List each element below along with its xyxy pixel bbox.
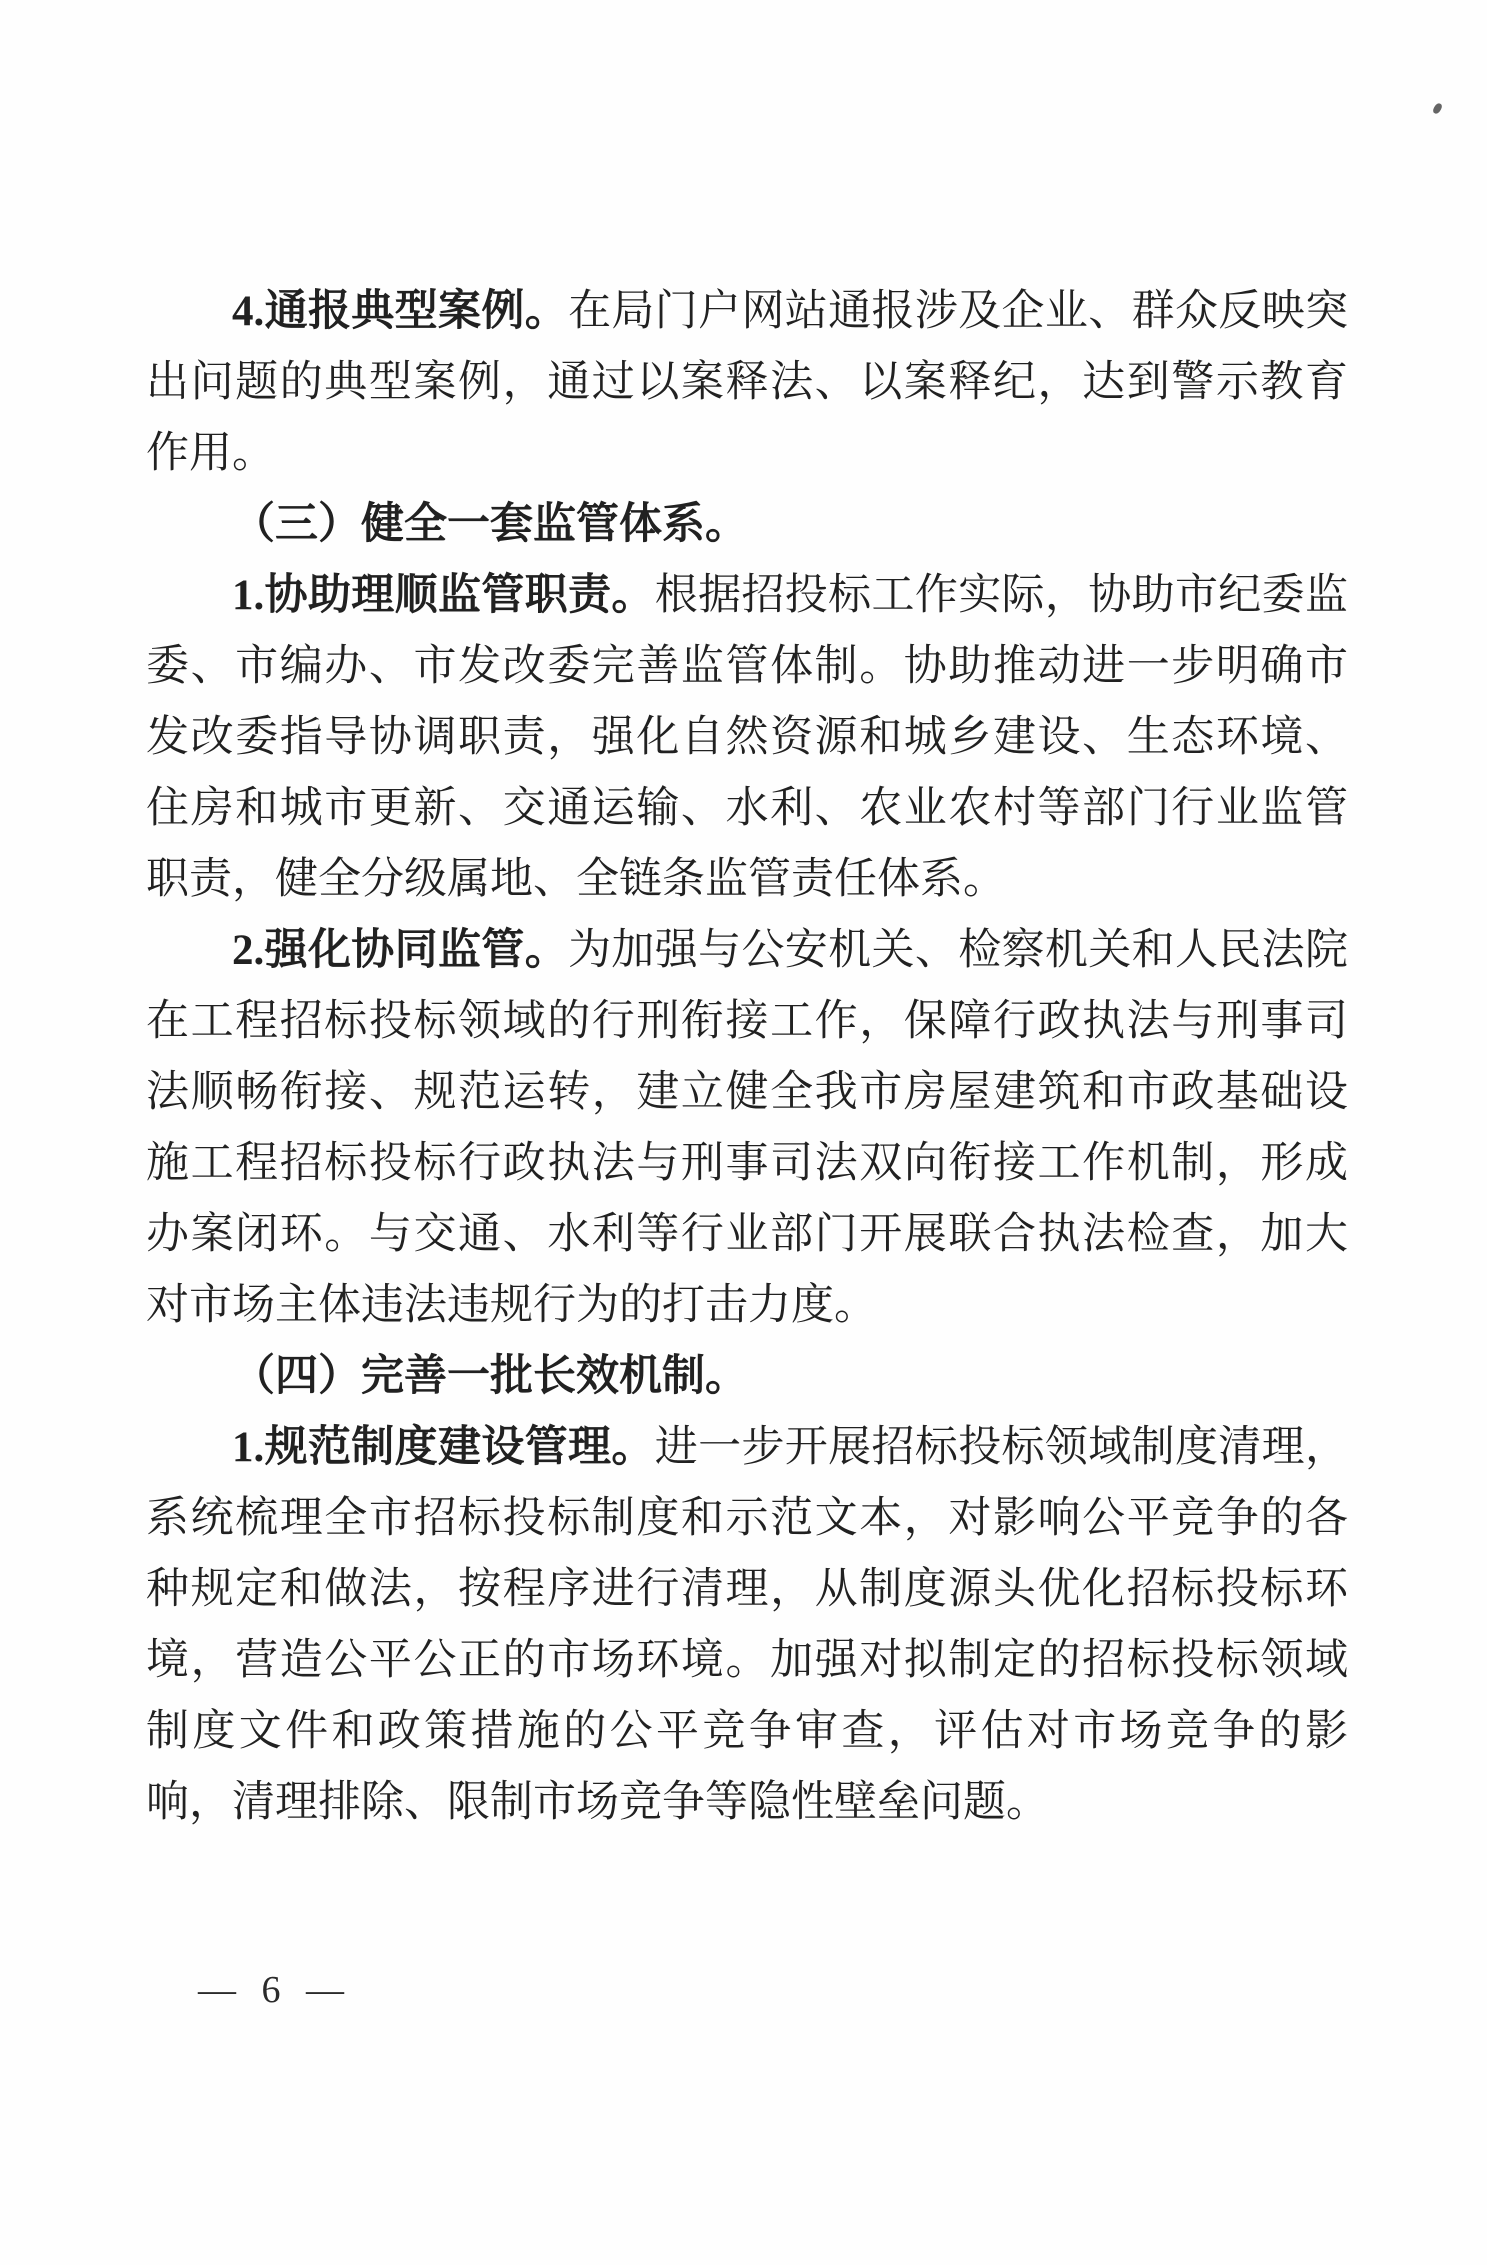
paragraph-lead: 2.强化协同监管。 [232,927,569,974]
paragraph-lead: 1.协助理顺监管职责。 [232,572,655,619]
paragraph-text: 进一步开展招标投标领域制度清理，系统梳理全市招标投标制度和示范文本，对影响公平竞争的各种规定和做法，按程序进行清理，从制度源头优化招标投标环境，营造公平公正的市场环境。加强对拟制定的招标投标领域制度文件和政策措施的公平竞争审查，评估对市场竞争的影响，清理排除、限制市场竞争等隐性壁垒问题。 [146,1424,1348,1826]
section-heading: （三）健全一套监管体系。 [232,501,748,548]
paragraph-text: 为加强与公安机关、检察机关和人民法院在工程招标投标领域的行刑衔接工作，保障行政执法与刑事司法顺畅衔接、规范运转，建立健全我市房屋建筑和市政基础设施工程招标投标行政执法与刑事司法双向衔接工作机制，形成办案闭环。与交通、水利等行业部门开展联合执法检查，加大对市场主体违法违规行为的打击力度。 [146,927,1349,1329]
section-heading: （四）完善一批长效机制。 [232,1353,748,1400]
paragraph-text: 在局门户网站通报涉及企业、群众反映突出问题的典型案例，通过以案释法、以案释纪，达到警示教育作用。 [146,288,1349,477]
scan-artifact-speck [1432,102,1443,115]
paragraph [146,276,1348,489]
document-body [146,276,1348,1838]
paragraph-lead: 1.规范制度建设管理。 [232,1424,655,1471]
paragraph [146,915,1348,1341]
page-number: — 6 — [198,1969,352,2011]
paragraph [146,1412,1348,1838]
paragraph [146,560,1348,915]
paragraph-lead: 4.通报典型案例。 [232,288,569,335]
paragraph-text: 根据招投标工作实际，协助市纪委监委、市编办、市发改委完善监管体制。协助推动进一步明确市发改委指导协调职责，强化自然资源和城乡建设、生态环境、住房和城市更新、交通运输、水利、农业农村等部门行业监管职责，健全分级属地、全链条监管责任体系。 [146,572,1348,903]
